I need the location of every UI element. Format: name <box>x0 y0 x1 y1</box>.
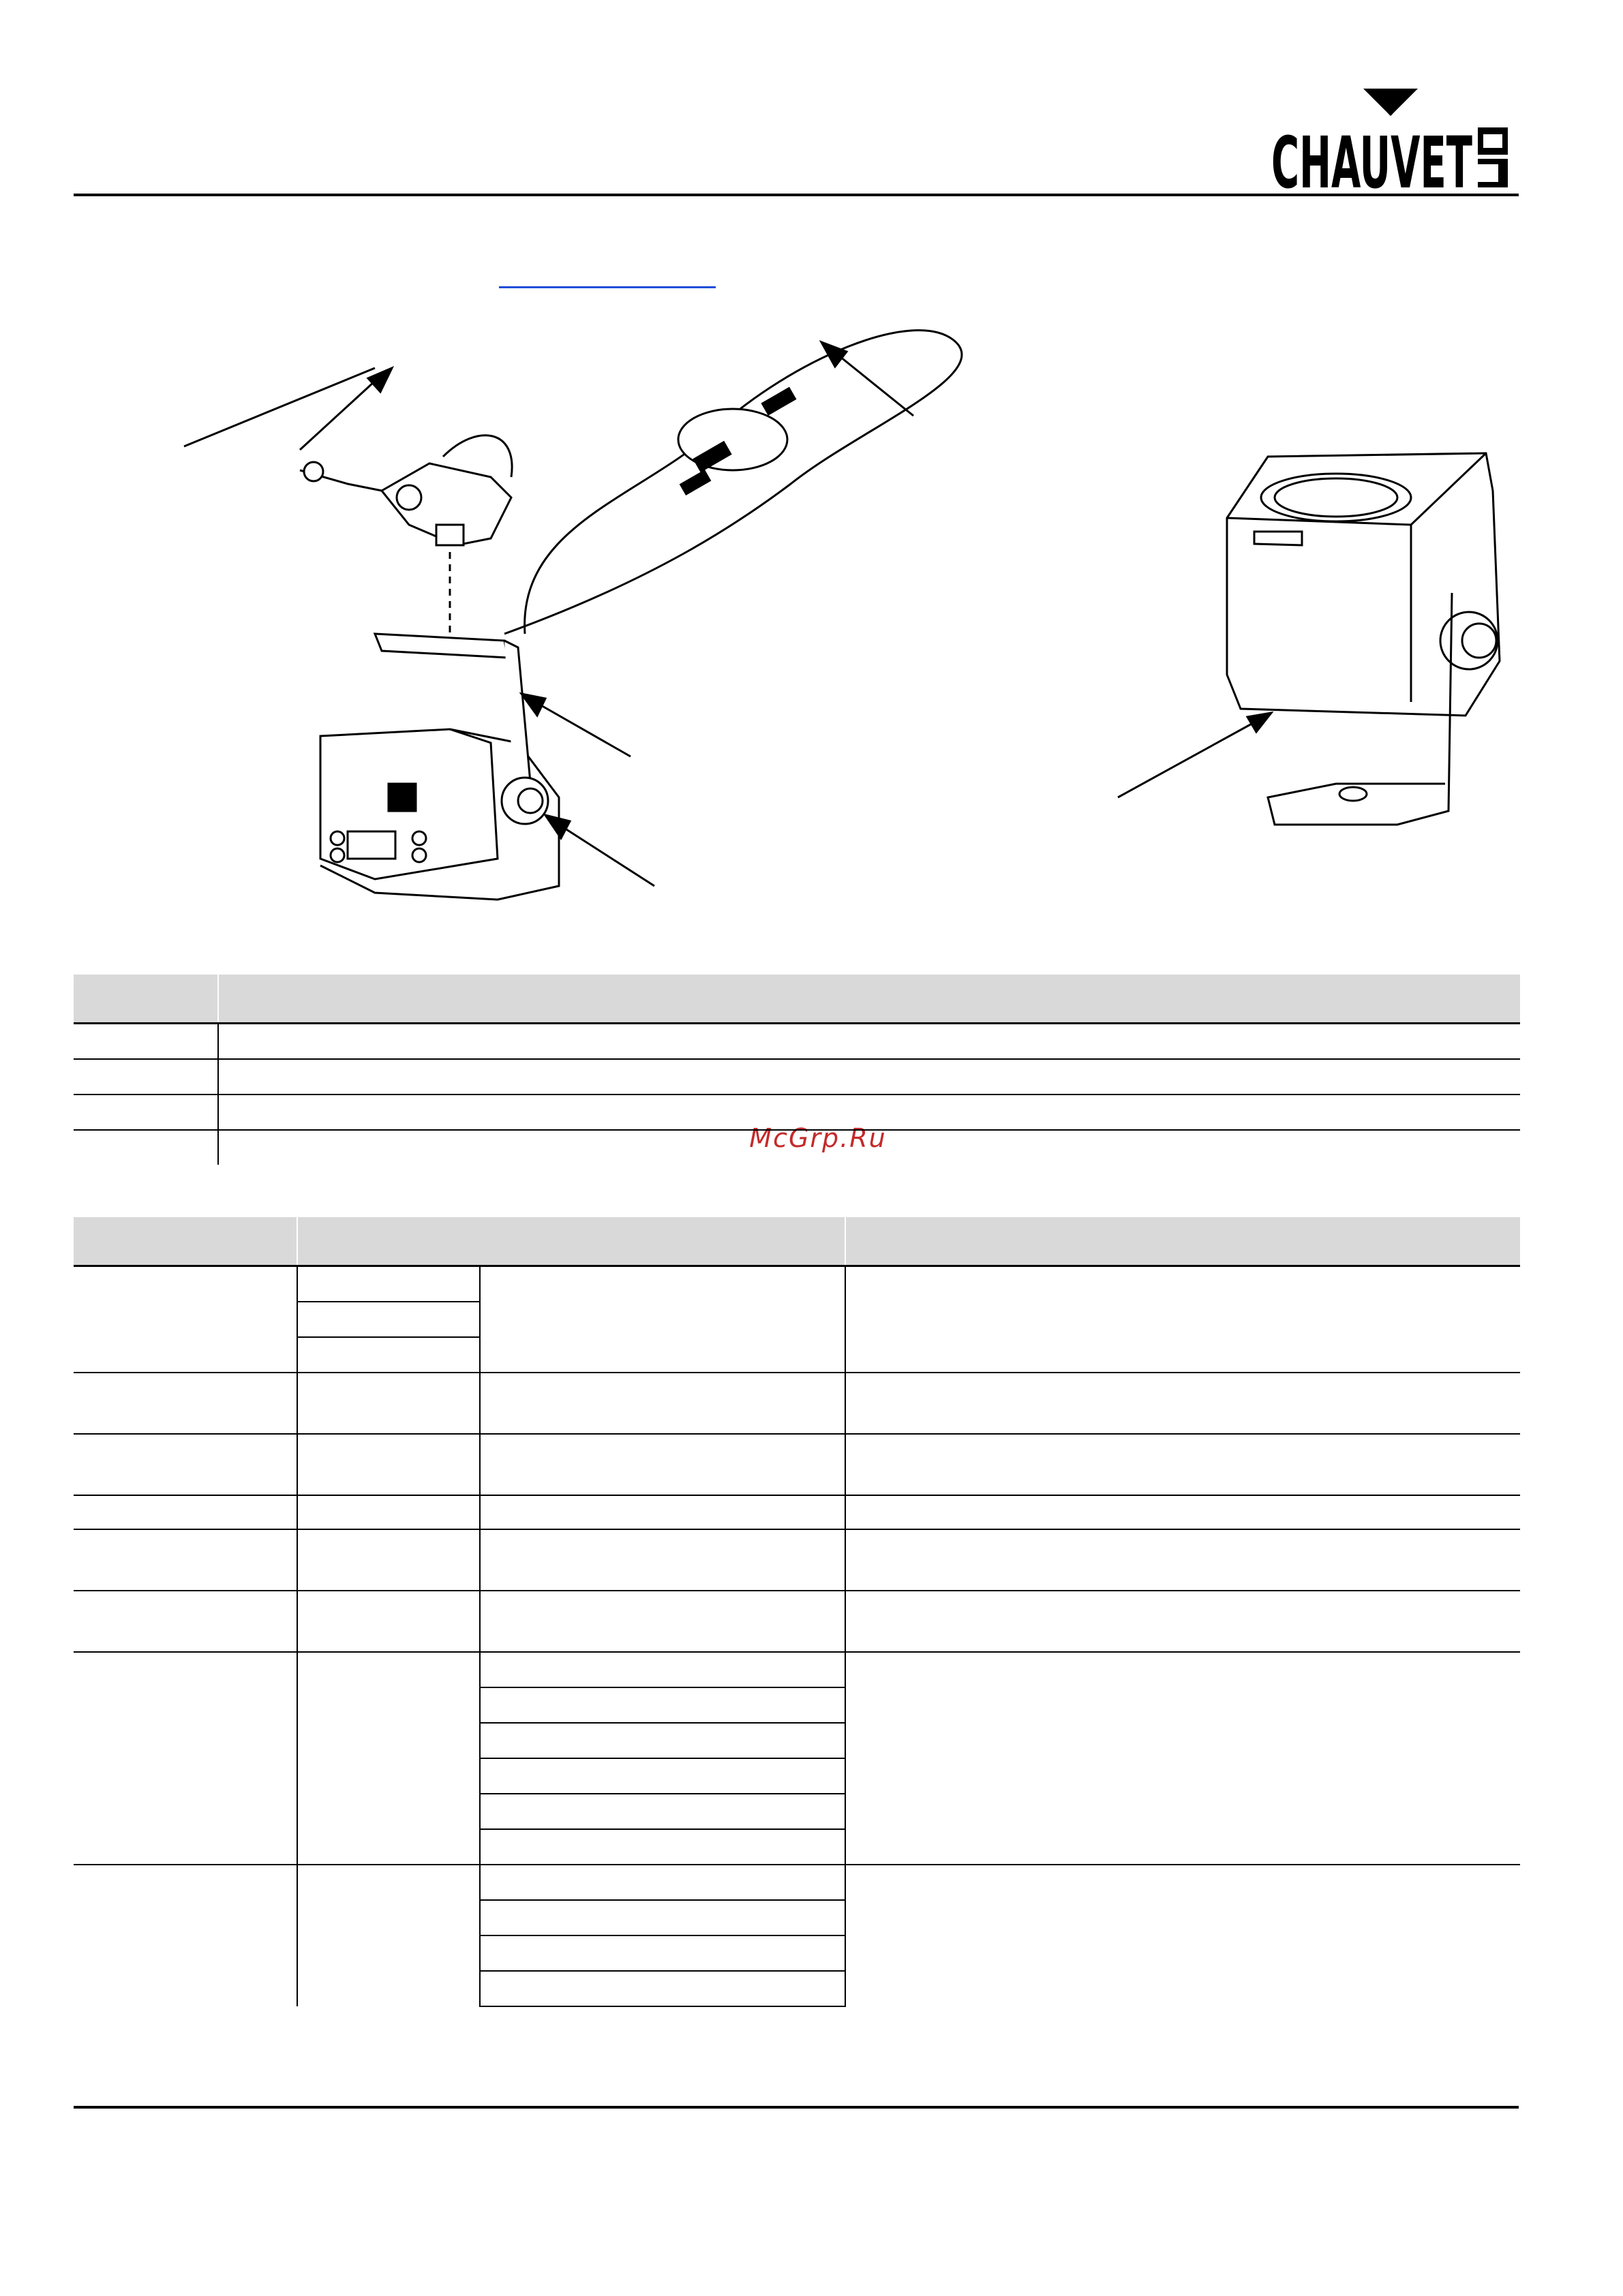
table-cell <box>74 1495 297 1529</box>
specifications-table <box>74 1217 1520 2007</box>
table-cell <box>74 1434 297 1495</box>
table-cell <box>218 1130 1520 1165</box>
table-row <box>74 1865 1520 1900</box>
table-cell <box>845 1373 1520 1434</box>
table-header-row <box>74 975 1520 1024</box>
table-cell <box>845 1495 1520 1529</box>
table-cell <box>480 1758 845 1794</box>
clamp-icon <box>300 435 512 641</box>
table-cell <box>74 1529 297 1591</box>
table-cell <box>480 1865 845 1900</box>
table-cell <box>297 1865 480 2006</box>
table-cell <box>297 1337 480 1373</box>
table-cell <box>845 1652 1520 1865</box>
bracket-knob-icon <box>502 778 548 824</box>
table-cell <box>480 1900 845 1935</box>
table-cell <box>845 1434 1520 1495</box>
table-cell <box>480 1687 845 1723</box>
table-row <box>74 1059 1520 1095</box>
table-row <box>74 1652 1520 1687</box>
table-cell <box>297 1652 480 1865</box>
table-cell <box>74 1059 218 1095</box>
table-cell <box>845 1865 1520 2006</box>
svg-text:CHAUVET: CHAUVET <box>1271 121 1473 204</box>
table-cell <box>480 1434 845 1495</box>
table-cell <box>74 1024 218 1060</box>
table-cell <box>74 1266 297 1373</box>
bracket-slot-icon <box>1118 713 1271 797</box>
table-row <box>74 1266 1520 1302</box>
chauvet-dj-logo <box>1268 85 1513 204</box>
table-row <box>74 1373 1520 1434</box>
table-cell <box>480 1794 845 1829</box>
parts-table <box>74 975 1520 1165</box>
table-cell <box>480 1829 845 1865</box>
header-cell <box>74 1217 297 1266</box>
table-cell <box>218 1024 1520 1060</box>
table-row <box>74 1495 1520 1529</box>
table-row <box>74 1529 1520 1591</box>
table-cell <box>480 1373 845 1434</box>
watermark: McGrp.Ru <box>749 1123 887 1153</box>
table-cell <box>480 1652 845 1687</box>
table-row <box>74 1024 1520 1060</box>
safety-cable-icon <box>504 331 962 634</box>
table-cell <box>74 1373 297 1434</box>
header-rule <box>74 194 1519 196</box>
table-cell <box>297 1495 480 1529</box>
fixture-icon-standalone <box>1227 453 1500 825</box>
table-cell <box>480 1266 845 1373</box>
table-cell <box>297 1529 480 1591</box>
table-row <box>74 1130 1520 1165</box>
table-cell <box>480 1723 845 1758</box>
header-cell <box>297 1217 845 1266</box>
header-cell <box>74 975 218 1024</box>
mounting-diagram <box>273 320 1541 920</box>
table-row <box>74 1591 1520 1652</box>
table-cell <box>297 1434 480 1495</box>
table-cell <box>480 1529 845 1591</box>
table-cell <box>297 1373 480 1434</box>
reference-link[interactable] <box>499 247 716 288</box>
table-cell <box>297 1302 480 1337</box>
table-cell <box>297 1591 480 1652</box>
table-cell <box>218 1059 1520 1095</box>
table-cell <box>218 1095 1520 1130</box>
table-cell <box>845 1529 1520 1591</box>
table-cell <box>845 1266 1520 1373</box>
table-cell <box>297 1266 480 1302</box>
table-cell <box>74 1865 297 2006</box>
header-cell <box>845 1217 1520 1266</box>
header-cell <box>218 975 1520 1024</box>
table-cell <box>74 1095 218 1130</box>
table-row <box>74 1095 1520 1130</box>
table-cell <box>74 1652 297 1865</box>
table-cell <box>845 1591 1520 1652</box>
table-cell <box>480 1971 845 2006</box>
table-cell <box>480 1495 845 1529</box>
table-cell <box>480 1935 845 1971</box>
table-cell <box>74 1591 297 1652</box>
footer-rule <box>74 2106 1519 2109</box>
table-row <box>74 1434 1520 1495</box>
table-cell <box>74 1130 218 1165</box>
table-cell <box>480 1591 845 1652</box>
table-header-row <box>74 1217 1520 1266</box>
